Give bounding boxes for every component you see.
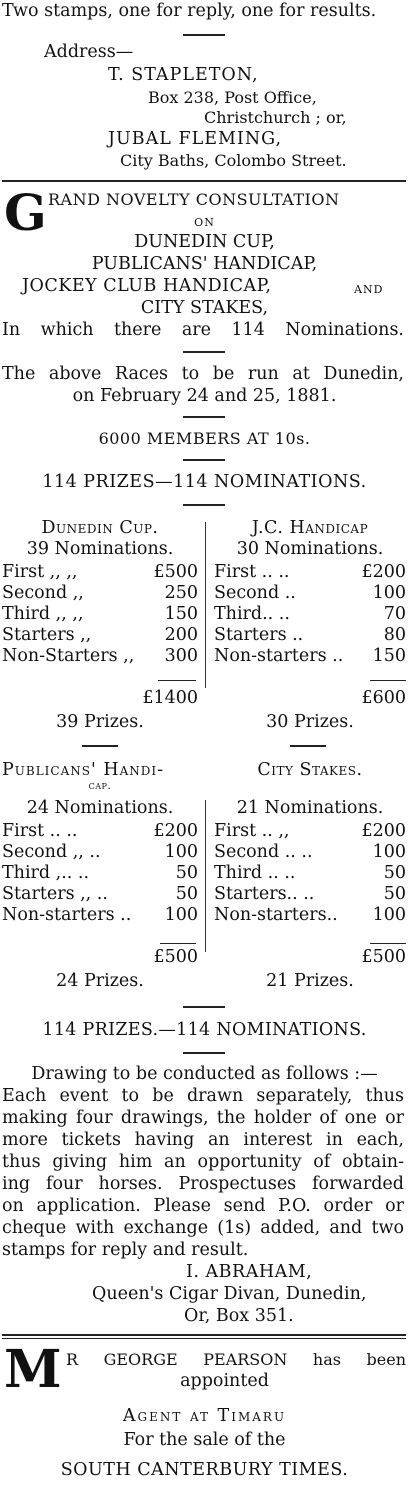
body-line: cheque with exchange (1s) added, and two — [2, 1218, 404, 1238]
body-line: ing four horses. Prospectuses forwarded — [2, 1174, 404, 1194]
table-prizes: 24 Prizes. — [56, 971, 144, 991]
and-word: AND — [354, 283, 384, 296]
body-line: more tickets having an interest in each, — [2, 1130, 404, 1150]
notice-line: appointed — [180, 1371, 269, 1391]
run-line: on February 24 and 25, 1881. — [72, 386, 337, 406]
table-divider — [205, 522, 206, 688]
signer-address: Or, Box 351. — [184, 1306, 294, 1326]
table-title: cap. — [88, 779, 112, 792]
ad-title: RAND NOVELTY CONSULTATION — [48, 190, 340, 209]
separator-dash — [183, 34, 225, 36]
address-label: Address— — [44, 42, 134, 62]
prizes-heading: 114 PRIZES—114 NOMINATIONS. — [42, 472, 367, 492]
race-name: JOCKEY CLUB HANDICAP, — [22, 276, 272, 296]
table-title: Dunedin Cup. — [41, 518, 159, 538]
separator-dash — [183, 459, 225, 461]
body-line: Drawing to be conducted as follows :— — [31, 1064, 378, 1084]
total-rule — [370, 680, 406, 681]
table-nominations: 24 Nominations. — [26, 798, 174, 818]
separator-dash — [183, 416, 225, 418]
total-rule — [158, 680, 196, 681]
separator-dash — [183, 504, 225, 506]
separator-dash — [290, 745, 326, 747]
drop-cap: M — [4, 1339, 62, 1400]
table-prizes: 39 Prizes. — [56, 712, 144, 732]
members-line: 6000 MEMBERS AT 10s. — [98, 429, 311, 448]
prizes-heading: 114 PRIZES.—114 NOMINATIONS. — [42, 1020, 367, 1040]
nominations-line: In which there are 114 Nominations. — [2, 320, 404, 340]
body-line: on application. Please send P.O. order or — [2, 1196, 404, 1216]
address-line: Box 238, Post Office, — [148, 88, 317, 107]
column-rule — [2, 1338, 406, 1339]
table-title: City Stakes. — [257, 760, 363, 780]
stamps-line: Two stamps, one for reply, one for results. — [2, 1, 377, 21]
separator-dash — [82, 745, 118, 747]
total-rule — [160, 943, 196, 944]
column-rule — [2, 180, 406, 182]
signer-name: I. ABRAHAM, — [186, 1262, 313, 1282]
body-line: Each event to be drawn separately, thus — [2, 1086, 404, 1106]
on-word: ON — [194, 216, 215, 229]
table-prizes: 21 Prizes. — [266, 971, 354, 991]
separator-dash — [183, 1006, 225, 1008]
table-divider — [205, 800, 206, 952]
run-line: The above Races to be run at Dunedin, — [2, 364, 404, 384]
race-name: PUBLICANS' HANDICAP, — [91, 254, 318, 274]
addressee-name: JUBAL FLEMING, — [108, 129, 283, 149]
table-nominations: 21 Nominations. — [236, 798, 384, 818]
table-title: J.C. Handicap — [251, 518, 369, 538]
table-prizes: 30 Prizes. — [266, 712, 354, 732]
body-line: stamps for reply and result. — [2, 1240, 249, 1260]
drop-cap: G — [4, 183, 47, 242]
body-line: making four drawings, the holder of one or — [2, 1108, 404, 1128]
table-nominations: 39 Nominations. — [26, 539, 174, 559]
table-title: Publicans' Handi- — [2, 760, 165, 780]
table-nominations: 30 Nominations. — [236, 539, 384, 559]
address-line: Christchurch ; or, — [204, 108, 347, 127]
total-rule — [370, 943, 406, 944]
sale-line: For the sale of the — [123, 1430, 286, 1450]
separator-dash — [183, 351, 225, 353]
agent-line: Agent at Timaru — [122, 1406, 287, 1426]
address-line: City Baths, Colombo Street. — [120, 151, 347, 170]
race-name: CITY STAKES, — [140, 298, 269, 318]
body-line: thus giving him an opportunity of obtain- — [2, 1152, 404, 1172]
addressee-name: T. STAPLETON, — [108, 65, 259, 85]
race-name: DUNEDIN CUP, — [134, 232, 275, 252]
signer-address: Queen's Cigar Divan, Dunedin, — [92, 1284, 367, 1304]
paper-name: SOUTH CANTERBURY TIMES. — [60, 1460, 349, 1480]
notice-line: R GEORGE PEARSON has been — [66, 1350, 406, 1369]
column-rule — [2, 1334, 406, 1336]
separator-dash — [183, 1052, 225, 1054]
